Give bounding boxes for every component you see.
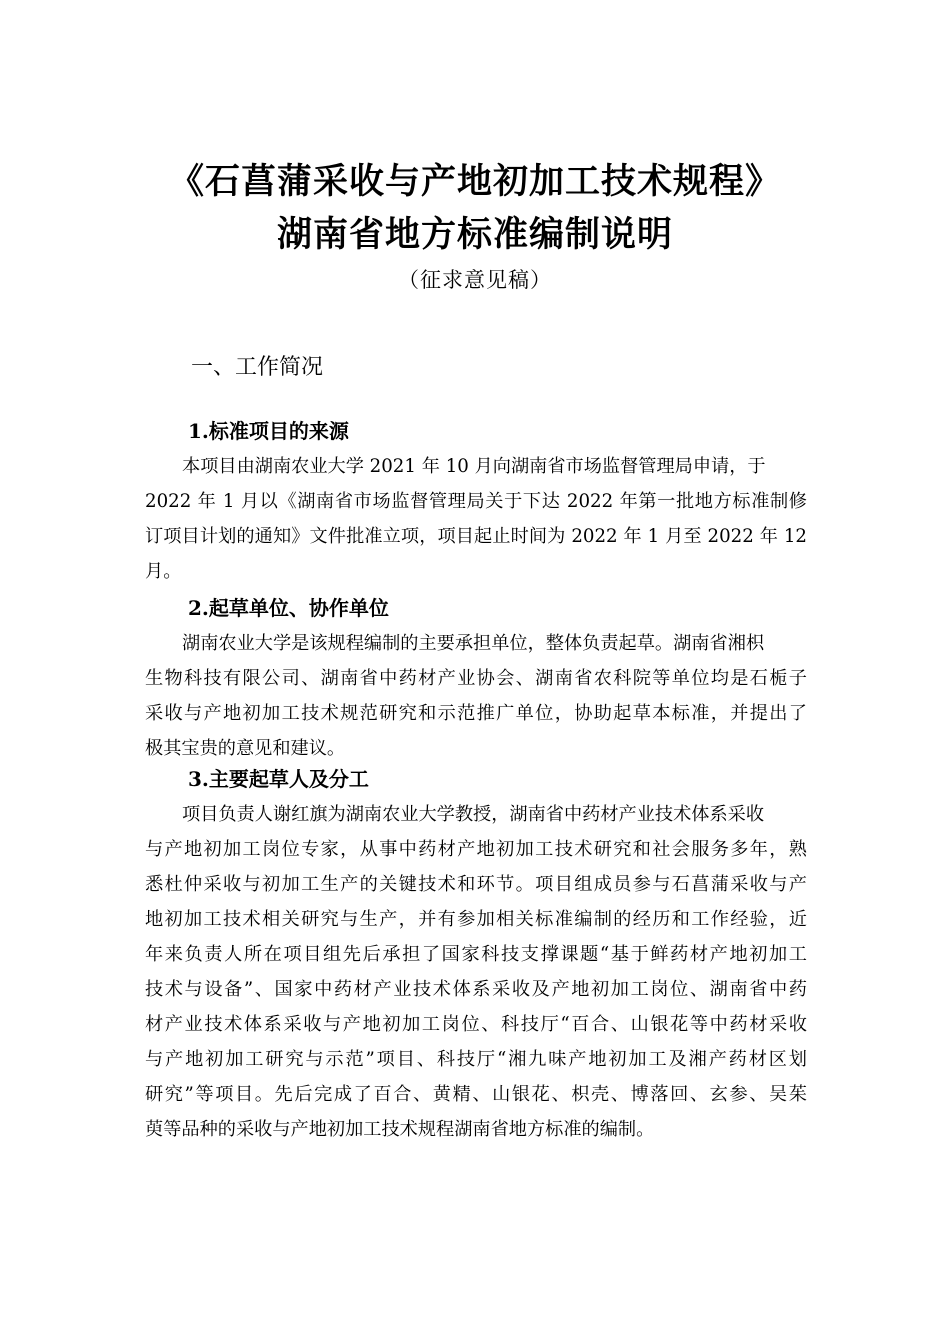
paragraph-line: 订项目计划的通知》文件批准立项，项目起止时间为 2022 年 1 月至 2022 年 12 <box>145 526 807 547</box>
subsection-heading-drafting-units: 2.起草单位、协作单位 <box>188 596 389 620</box>
document-subtitle: （征求意见稿） <box>398 268 552 292</box>
paragraph-line: 与产地初加工岗位专家，从事中药材产地初加工技术研究和社会服务多年，熟 <box>145 839 807 860</box>
subsection-heading-main-drafters: 3.主要起草人及分工 <box>188 767 369 791</box>
paragraph-line: 湖南农业大学是该规程编制的主要承担单位，整体负责起草。湖南省湘枳 <box>182 633 765 654</box>
paragraph-line: 悉杜仲采收与初加工生产的关键技术和环节。项目组成员参与石菖蒲采收与产 <box>145 874 807 895</box>
paragraph-line: 萸等品种的采收与产地初加工技术规程湖南省地方标准的编制。 <box>145 1119 655 1140</box>
paragraph-line: 年来负责人所在项目组先后承担了国家科技支撑课题“基于鲜药材产地初加工 <box>145 944 807 965</box>
paragraph-line: 生物科技有限公司、湖南省中药材产业协会、湖南省农科院等单位均是石栀子 <box>145 668 807 689</box>
paragraph-line: 采收与产地初加工技术规范研究和示范推广单位，协助起草本标准，并提出了 <box>145 703 807 724</box>
paragraph-source <box>145 449 807 589</box>
paragraph-line: 研究”等项目。先后完成了百合、黄精、山银花、枳壳、博落回、玄参、吴茱 <box>145 1084 807 1105</box>
document-title-line2: 湖南省地方标准编制说明 <box>276 215 673 255</box>
section-heading-work-overview: 一、工作简况 <box>191 355 324 380</box>
paragraph-drafting-units <box>145 626 807 766</box>
paragraph-line: 地初加工技术相关研究与生产，并有参加相关标准编制的经历和工作经验，近 <box>145 909 807 930</box>
paragraph-line: 2022 年 1 月以《湖南省市场监督管理局关于下达 2022 年第一批地方标准制修 <box>145 491 807 512</box>
paragraph-line: 月。 <box>145 561 182 582</box>
document-title-line1: 《石菖蒲采收与产地初加工技术规程》 <box>168 162 781 202</box>
subsection-heading-source: 1.标准项目的来源 <box>188 419 349 443</box>
paragraph-line: 本项目由湖南农业大学 2021 年 10 月向湖南省市场监督管理局申请，于 <box>182 456 766 477</box>
paragraph-line: 极其宝贵的意见和建议。 <box>145 738 346 759</box>
paragraph-main-drafters <box>145 797 807 1147</box>
paragraph-line: 材产业技术体系采收与产地初加工岗位、科技厅“百合、山银花等中药材采收 <box>145 1014 807 1035</box>
paragraph-line: 项目负责人谢红旗为湖南农业大学教授，湖南省中药材产业技术体系采收 <box>182 804 765 825</box>
paragraph-line: 与产地初加工研究与示范”项目、科技厅“湘九味产地初加工及湘产药材区划 <box>145 1049 807 1070</box>
paragraph-line: 技术与设备”、国家中药材产业技术体系采收及产地初加工岗位、湖南省中药 <box>145 979 807 1000</box>
